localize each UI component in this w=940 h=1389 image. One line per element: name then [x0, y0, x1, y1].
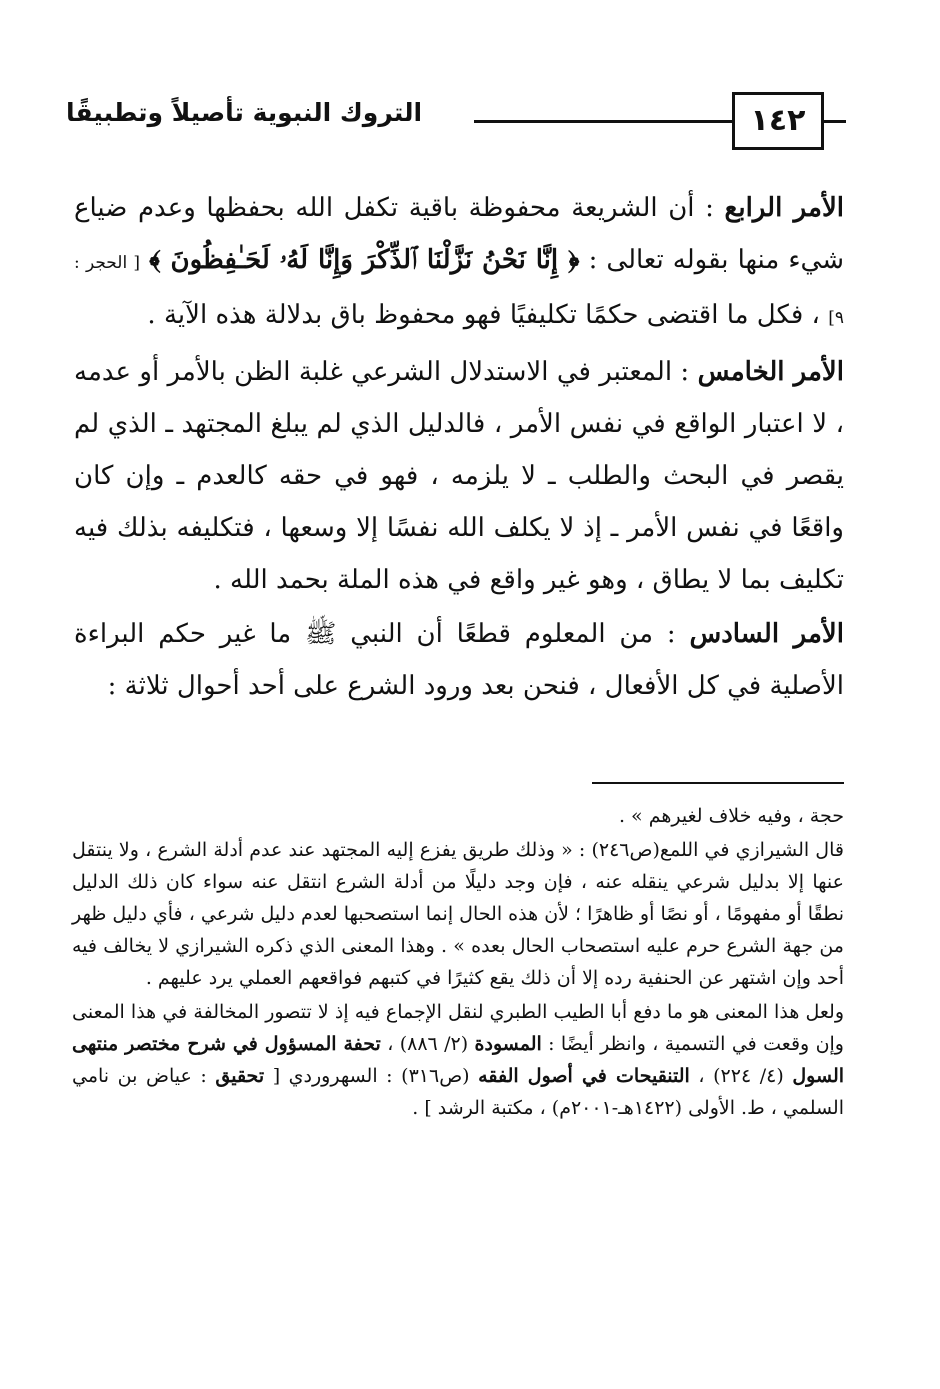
footnote-text: (ص٣١٦) : السهروردي [: [272, 1065, 470, 1087]
paragraph-fifth-matter: [74, 346, 844, 606]
footnote-text: ولعل هذا المعنى هو ما دفع أبا الطيب الطبري لنقل الإجماع فيه إذ لا تتصور المخالفة في هذا المعنى وإن وقعت في التسمية ، وانظر أيضًا :: [72, 1001, 844, 1055]
paragraph-fourth-matter: [74, 182, 844, 344]
footnote-text: (٢/ ٨٨٦) ،: [387, 1033, 469, 1055]
quran-verse: ﴿ إِنَّا نَحْنُ نَزَّلْنَا ٱلذِّكْرَ وَإِنَّا لَهُۥ لَحَـٰفِظُونَ ﴾: [149, 245, 580, 275]
footnote-separator: [592, 782, 844, 784]
footnote-text: (٤/ ٢٢٤) ،: [698, 1065, 784, 1087]
paragraph-text: : أن الشريعة محفوظة باقية تكفل الله بحفظها وعدم ضياع شيء منها بقوله تعالى :: [74, 193, 845, 275]
footnote-references: [72, 996, 844, 1124]
paragraph-text: : المعتبر في الاستدلال الشرعي غلبة الظن بالأمر أو عدمه ، لا اعتبار الواقع في نفس الأمر ، فالدليل الذي لم يبلغ المجتهد ـ الذي لم يقصر في البحث والطلب ـ لا يلزمه ، فهو في حقه كالعدم ـ وإن كان واقعًا في نفس الأمر ـ إذ لا يكلف الله نفسًا إلا وسعها ، فتكليفه بذلك فيه تكليف بما لا يطاق ، وهو غير واقع في هذه الملة بحمد الله .: [74, 357, 844, 595]
paragraph-heading: الأمر السادس: [689, 619, 844, 649]
paragraph-heading: الأمر الرابع: [724, 193, 845, 223]
header-rule-middle: [474, 120, 732, 123]
header-rule-right: [824, 120, 846, 123]
book-title: المسودة: [474, 1033, 542, 1055]
paragraph-text: : من المعلوم قطعًا أن النبي ﷺ ما غير حكم البراءة الأصلية في كل الأفعال ، فنحن بعد ورود الشرع على أحد أحوال ثلاثة :: [74, 619, 844, 701]
verse-reference: [ الحجر : ٩]: [74, 253, 844, 328]
footnote-shirazi: قال الشيرازي في اللمع(ص٢٤٦) : « وذلك طريق يفزع إليه المجتهد عند عدم أدلة الشرع ، ولا ينتقل عنها إلا بدليل شرعي ينقله عنه ، فإن وجد دليلًا من أدلة الشرع انتقل عنه سواء كان ذلك الدليل نطقًا أو مفهومًا ، أو نصًا أو ظاهرًا ؛ لأن هذه الحال إنما استصحبها لعدم دليل شرعي ، فأي دليل ظهر من جهة الشرع حرم عليه استصحاب الحال بعده » . وهذا المعنى الذي ذكره الشيرازي لا يخالف فيه أحد وإن اشتهر عن الحنفية رده إلا أن ذلك يقع كثيرًا في كتبهم فواقعهم العملي يرد عليهم .: [72, 839, 844, 989]
book-title: تحفة المسؤول في شرح مختصر منتهى السول: [72, 1033, 845, 1087]
main-text: [74, 182, 844, 712]
footnote-continuation: حجة ، وفيه خلاف لغيرهم » .: [618, 805, 844, 827]
paragraph-text: ، فكل ما اقتضى حكمًا تكليفيًا فهو محفوظ باق بدلالة هذه الآية .: [147, 300, 820, 330]
footnotes: [72, 800, 844, 1124]
page-number: ١٤٢: [732, 92, 824, 150]
paragraph-sixth-matter: [74, 608, 844, 712]
footnote-text: : عياض بن نامي السلمي ، ط. الأولى (١٤٢٢هـ-٢٠٠١م) ، مكتبة الرشد ] .: [72, 1065, 844, 1119]
running-header: [66, 92, 846, 162]
editor-label: تحقيق: [215, 1065, 265, 1087]
paragraph-heading: الأمر الخامس: [697, 357, 844, 387]
running-title: التروك النبوية تأصيلاً وتطبيقًا: [66, 98, 423, 127]
book-title: التنقيحات في أصول الفقه: [478, 1065, 690, 1087]
